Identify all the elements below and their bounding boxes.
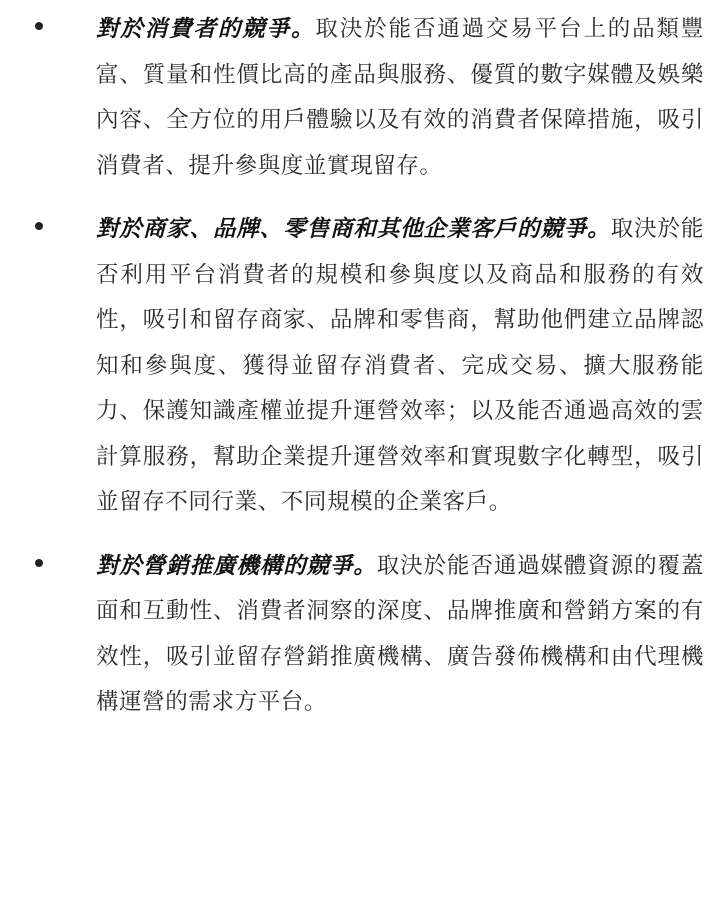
list-item-merchant-competition <box>0 207 720 526</box>
list-item-text <box>96 7 704 189</box>
list-item-text <box>96 207 704 526</box>
list-item-body: 取決於能否利用平台消費者的規模和參與度以及商品和服務的有效性，吸引和留存商家、品牌和零售商，幫助他們建立品牌認知和參與度、獲得並留存消費者、完成交易、擴大服務能力、保護知識產權並提升運營效率；以及能否通過高效的雲計算服務，幫助企業提升運營效率和實現數字化轉型，吸引並留存不同行業、不同規模的企業客戶。 <box>96 216 705 515</box>
list-item-body: 取決於能否通過交易平台上的品類豐富、質量和性價比高的產品與服務、優質的數字媒體及娛樂內容、全方位的用戶體驗以及有效的消費者保障措施，吸引消費者、提升參與度並實現留存。 <box>96 16 704 179</box>
list-item-consumer-competition <box>0 7 720 189</box>
list-item-text <box>96 544 704 726</box>
bullet-icon <box>35 559 43 567</box>
list-item-body: 取決於能否通過媒體資源的覆蓋面和互動性、消費者洞察的深度、品牌推廣和營銷方案的有效性，吸引並留存營銷推廣機構、廣告發佈機構和由代理機構運營的需求方平台。 <box>96 552 704 715</box>
bullet-icon <box>35 22 43 30</box>
list-item-heading: 對於營銷推廣機構的競爭。 <box>96 552 377 579</box>
competition-bullet-list <box>0 7 720 726</box>
list-item-heading: 對於商家、品牌、零售商和其他企業客戶的競爭。 <box>96 216 611 242</box>
bullet-icon <box>35 222 43 230</box>
list-item-marketing-competition <box>0 544 720 726</box>
list-item-heading: 對於消費者的競爭。 <box>96 16 316 42</box>
